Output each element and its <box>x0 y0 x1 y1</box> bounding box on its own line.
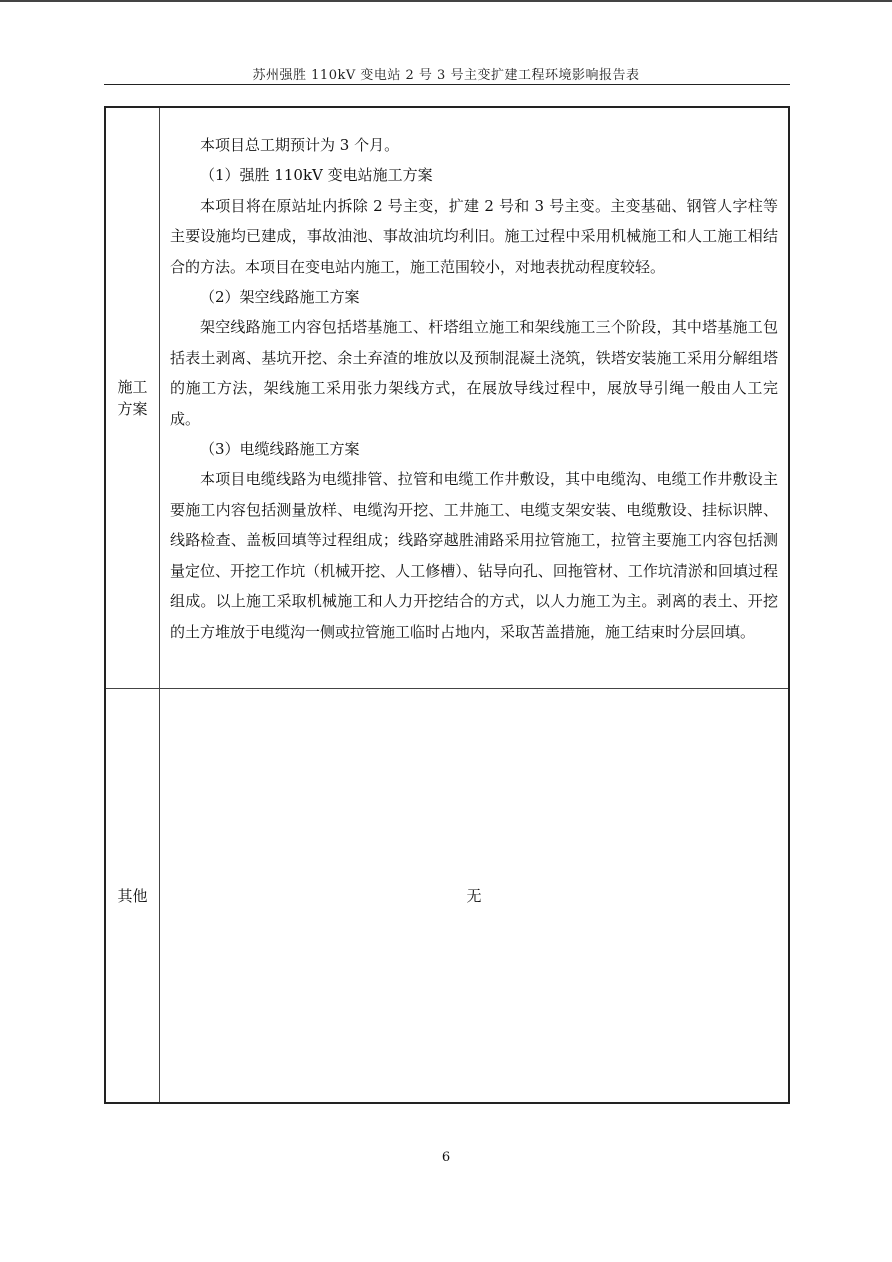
paragraph-heading-substation: （1）强胜 110kV 变电站施工方案 <box>200 166 433 185</box>
paragraph-cable-line-plan: 本项目电缆线路为电缆排管、拉管和电缆工作井敷设，其中电缆沟、电缆工作井敷设主要施工内容包括测量放样、电缆沟开挖、工井施工、电缆支架安装、电缆敷设、挂标识牌、线路检查、盖板回填等过程组成；线路穿越胜浦路采用拉管施工，拉管主要施工内容包括测量定位、开挖工作坑（机械开挖、人工修槽）、钻导向孔、回拖管材、工作坑清淤和回填过程组成。以上施工采取机械施工和人力开挖结合的方式，以人力施工为主。剥离的表土、开挖的土方堆放于电缆沟一侧或拉管施工临时占地内，采取苫盖措施，施工结束时分层回填。 <box>170 470 778 641</box>
report-table <box>104 106 790 1104</box>
other-value: 无 <box>466 887 482 905</box>
paragraph-substation-plan: 本项目将在原站址内拆除 2 号主变，扩建 2 号和 3 号主变。主变基础、钢管人字柱等主要设施均已建成，事故油池、事故油坑均利旧。施工过程中采用机械施工和人工施工相结合的方法。本项目在变电站内施工，施工范围较小，对地表扰动程度较轻。 <box>170 196 778 276</box>
row-label-other: 其他 <box>117 886 148 905</box>
page-number: 6 <box>441 1150 451 1165</box>
construction-plan-text <box>160 108 788 647</box>
paragraph-schedule: 本项目总工期预计为 3 个月。 <box>200 136 400 154</box>
document-header-title: 苏州强胜 110kV 变电站 2 号 3 号主变扩建工程环境影响报告表 <box>252 68 640 83</box>
row-content-cell <box>160 689 788 1102</box>
row-label-cell <box>106 108 160 688</box>
paragraph-heading-cable-line: （3）电缆线路施工方案 <box>200 440 360 459</box>
other-value-wrapper <box>160 689 788 1102</box>
table-row-other <box>106 689 788 1102</box>
row-content-cell <box>160 108 788 688</box>
paragraph-overhead-line-plan: 架空线路施工内容包括塔基施工、杆塔组立施工和架线施工三个阶段，其中塔基施工包括表土剥离、基坑开挖、余土弃渣的堆放以及预制混凝土浇筑，铁塔安装施工采用分解组塔的施工方法，架线施工采用张力架线方式，在展放导线过程中，展放导引绳一般由人工完成。 <box>170 318 778 428</box>
row-label-cell <box>106 689 160 1102</box>
table-row-construction-plan <box>106 108 788 689</box>
page-top-border <box>0 0 892 2</box>
header-divider <box>104 84 790 85</box>
row-label-construction-plan: 施工方案 <box>117 378 148 418</box>
paragraph-heading-overhead-line: （2）架空线路施工方案 <box>200 288 360 307</box>
